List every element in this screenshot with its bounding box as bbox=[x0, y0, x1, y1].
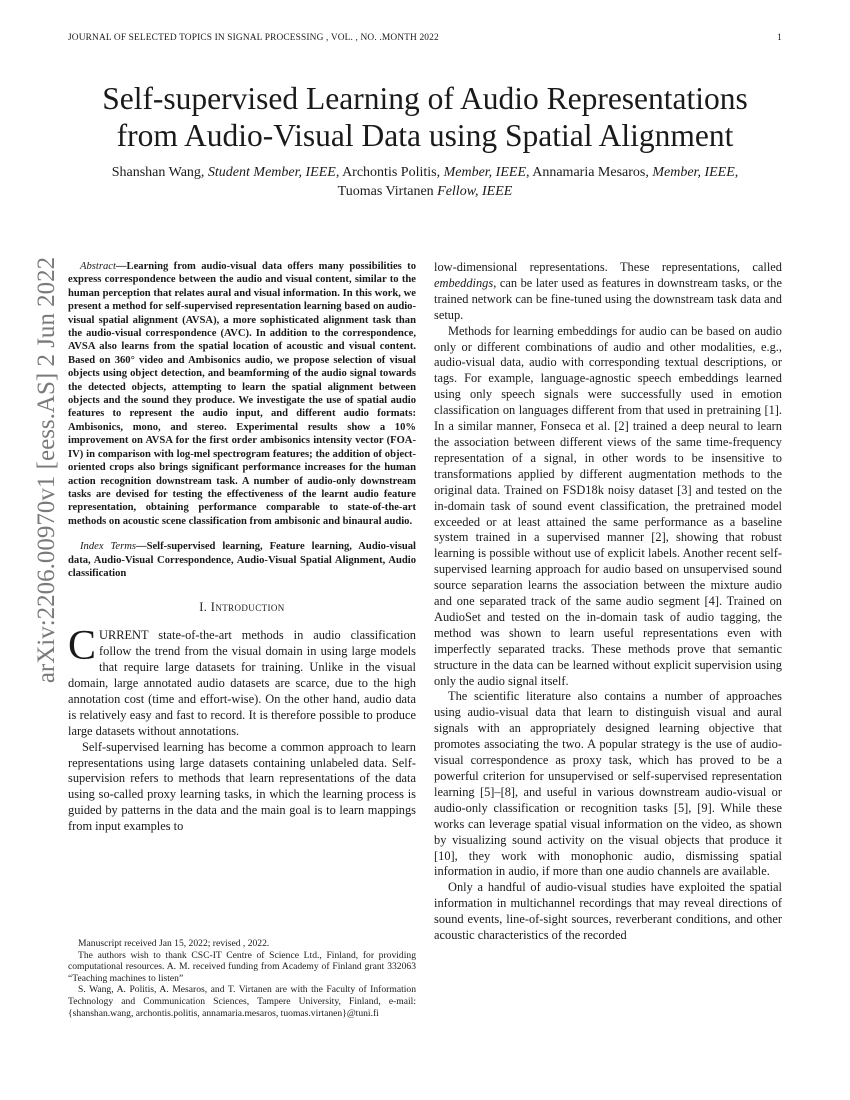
author-1-role: Student Member, IEEE bbox=[207, 165, 336, 180]
abstract-text: —Learning from audio-visual data offers many possibilities to express correspondence between the audio and visual content, similar to the human perception that relates aural and visual information. In this work, we present a method for self-supervised representation learning based on audio-visual spatial alignment (AVSA), a more sophisticated alignment task than the audio-visual correspondence (AVC). In addition to the correspondence, AVSA also learns from the spatial location of acoustic and visual content. Based on 360° video and Ambisonics audio, we propose selection of visual objects using object detection, and beamforming of the audio signal towards the detected objects, attempting to learn the spatial alignment between objects and the sound they produce. We investigate the use of spatial audio features to represent the audio input, and different audio formats: Ambisonics, mono, and stereo. Experimental results show a 10% improvement on AVSA for the first order ambisonics intensity vector (FOA-IV) in comparison with log-mel spectrogram features; the addition of object-oriented crops also brings significant performance increases for the human action recognition downstream task. A number of audio-only downstream tasks are devised for testing the effectiveness of the learnt audio feature representation, obtaining performance comparable to state-of-the-art methods on acoustic scene classification from ambisonic and binaural audio. bbox=[68, 261, 416, 527]
body-paragraph-4: Only a handful of audio-visual studies have exploited the spatial information in multichannel recordings that may reveal directions of sound events, line-of-sight sources, reverberant conditions, and other acoustic characteristics of the recorded bbox=[434, 880, 782, 943]
body-paragraph-1-a: low-dimensional representations. These representations, called bbox=[434, 260, 782, 274]
journal-name: JOURNAL OF SELECTED TOPICS IN SIGNAL PROCESSING , VOL. , NO. .MONTH 2022 bbox=[68, 33, 439, 43]
running-header bbox=[68, 33, 782, 43]
body-paragraph-1-b: , can be later used as features in downstream tasks, or the trained network can be fine-tuned using the downstream task data and setup. bbox=[434, 275, 782, 322]
author-3-role: Member, IEEE bbox=[652, 165, 735, 180]
section-heading-introduction: I. Introduction bbox=[199, 600, 285, 615]
abstract-label: Abstract bbox=[80, 261, 116, 272]
intro-paragraph-1-text: URRENT state-of-the-art methods in audio classification follow the trend from the visual domain in using large models that require large datasets for training. Unlike in the visual domain, large annotated audio datasets are scarce, due to the high annotation cost (time and effort-wise). On the other hand, audio data is relatively easy and fast to record. It is therefore possible to produce large datasets without annotations. bbox=[68, 628, 416, 738]
author-4-role: Fellow, IEEE bbox=[437, 184, 513, 199]
author-3-tail: , bbox=[734, 165, 739, 180]
body-paragraph-1 bbox=[434, 260, 782, 324]
abstract bbox=[68, 260, 416, 528]
author-4-name: Tuomas Virtanen bbox=[337, 184, 438, 199]
footnotes bbox=[68, 938, 416, 1019]
arxiv-stamp[interactable]: arXiv:2206.00970v1 [eess.AS] 2 Jun 2022 bbox=[33, 256, 60, 684]
page-number: 1 bbox=[777, 33, 782, 43]
intro-paragraph-2: Self-supervised learning has become a common approach to learn representations using large datasets containing unlabeled data. Self-supervision refers to methods that learn representations of the data using so-called proxy learning tasks, in which the learning process is guided by patterns in the data and the main goal is to learn mappings from input examples to bbox=[68, 739, 416, 834]
author-1-name: Shanshan Wang, bbox=[111, 165, 208, 180]
footnote-acknowledgment: The authors wish to thank CSC-IT Centre of Science Ltd., Finland, for providing computational resources. A. M. received funding from Academy of Finland grant 332063 “Teaching machines to listen” bbox=[68, 949, 416, 984]
author-list bbox=[50, 163, 800, 201]
author-2-name: , Archontis Politis, bbox=[335, 165, 444, 180]
footnote-manuscript: Manuscript received Jan 15, 2022; revised , 2022. bbox=[78, 938, 270, 949]
left-column bbox=[68, 260, 416, 835]
footnote-affiliation: S. Wang, A. Politis, A. Mesaros, and T. Virtanen are with the Faculty of Information Technology and Communication Sciences, Tampere University, Finland, e-mail: {shanshan.wang, archontis.politis, annamaria.mesaros, tuomas.virtanen}@tuni.fi bbox=[68, 984, 416, 1019]
intro-paragraph-1 bbox=[68, 623, 416, 739]
title-line-2: from Audio-Visual Data using Spatial Alignment bbox=[116, 118, 734, 153]
index-terms-label: Index Terms bbox=[80, 541, 136, 553]
body-paragraph-3: The scientific literature also contains a number of approaches using audio-visual data that learn to distinguish visual and aural signals with an appropriately designed learning objective that promotes associating the two. A popular strategy is the use of audio-visual correspondence as proxy task, which has proved to be a powerful criterion for unsupervised or self-supervised representation learning [5]–[8], and useful in various downstream audio-visual or audio-only classification or recognition tasks [5], [9]. While these works can leverage spatial visual information on the video, as shown by visualizing sound activity on the visual objects that produce it [10], they work with monophonic audio, dismissing spatial information in audio, if more than one audio channels are available. bbox=[434, 689, 782, 879]
paper-title bbox=[40, 80, 810, 154]
title-line-1: Self-supervised Learning of Audio Representations bbox=[102, 81, 748, 116]
index-terms-text: —Self-supervised learning, Feature learning, Audio-visual data, Audio-Visual Correspondence, Audio-Visual Spatial Alignment, Audio classification bbox=[68, 541, 416, 579]
author-3-name: , Annamaria Mesaros, bbox=[526, 165, 653, 180]
drop-cap: C bbox=[68, 623, 97, 670]
author-2-role: Member, IEEE bbox=[443, 165, 526, 180]
right-column bbox=[434, 260, 782, 944]
embeddings-term: embeddings bbox=[434, 275, 494, 290]
body-paragraph-2: Methods for learning embeddings for audio can be based on audio only or different combinations of audio and other modalities, e.g., audio-visual data, audio with corresponding textual descriptions, or tags. For example, language-agnostic speech embeddings learned using only speech signals were successfully used in emotion classification on languages different from that used in pretraining [1]. In a similar manner, Fonseca et al. [2] trained a deep neural to learn the association between different views of the same time-frequency representation of a signal, in other words to be insensitive to transformations applied by different augmentation methods to the original data. Trained on FSD18k noisy dataset [3] and tested on the in-domain task of sound event classification, the pretrained model exceeded or at least attained the same performance as a baseline system trained in a supervised manner [2], showing that robust learning is possible without use of explicit labels. Another recent self-supervised learning approach for audio based on unsupervised sound source separation learns the association between the mixture audio and one separated track of the same audio segment [4]. Trained on AudioSet and tested on the in-domain task of audio tagging, the method was shown to learn useful representations even with imperfectly separated tracks. These methods prove that semantic structure in the data can be learned without explicit supervision using only the audio signal itself. bbox=[434, 323, 782, 688]
index-terms bbox=[68, 540, 416, 580]
